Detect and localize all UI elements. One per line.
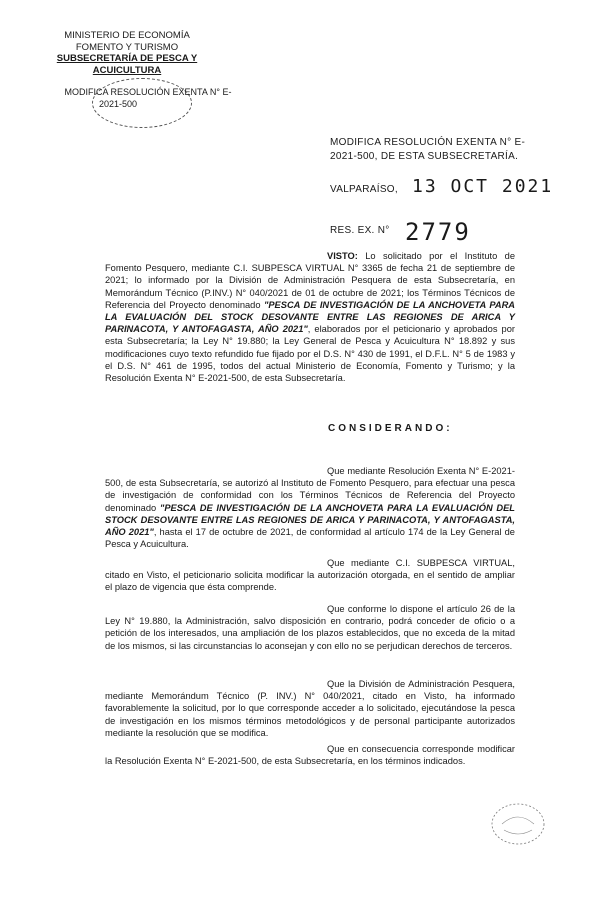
c1-project-title: "PESCA DE INVESTIGACIÓN DE LA ANCHOVETA PARA LA EVALUACIÓN DEL STOCK DESOVANTE ENTRE LAS REGIONES DE ARICA Y PARINACOTA, Y ANTOFAGASTA, AÑO 2021" xyxy=(105,502,515,538)
c1-text-b: , hasta el 17 de octubre de 2021, de conformidad al artículo 174 de la Ley General de Pesca y Acuicultura. xyxy=(105,527,515,550)
c4-text: Que la División de Administración Pesquera, mediante Memorándum Técnico (P. INV.) N° 040/2021, citado en Visto, ha informado favorablemente la solicitud, por lo que corresponde acceder a lo solicitado, ejecutándose la pesca de investigación en los mismos términos metodológicos y de personal participante autorizados mediante la resolución que se modifica. xyxy=(105,679,515,738)
stamp-text-line-2: 2021-500 xyxy=(98,98,138,109)
c2-text: Que mediante C.I. SUBPESCA VIRTUAL, citado en Visto, el peticionario solicita modificar la autorización otorgada, en el sentido de ampliar el plazo de vigencia que ésta comprende. xyxy=(105,558,515,593)
visto-text-a: Lo solicitado por el Instituto de Fomento Pesquero, mediante C.I. SUBPESCA VIRTUAL N° 3365 de fecha 21 de septiembre de 2021; lo informado por la División de Administración Pesquera de esta Subsecretaría, en Memorándum Técnico (P.INV.) N° 040/2021 de 01 de octubre de 2021; los Términos Técnicos de Referencia del Proyecto denominado xyxy=(105,251,515,310)
considerando-paragraph-3 xyxy=(105,603,515,652)
resolution-number: 2779 xyxy=(405,218,471,246)
considerando-paragraph-1 xyxy=(105,465,515,550)
subsecretary-line-1: SUBSECRETARÍA DE PESCA Y xyxy=(56,53,198,64)
visto-label: VISTO: xyxy=(327,251,358,261)
subject-line-2: 2021-500, DE ESTA SUBSECRETARÍA. xyxy=(330,151,519,162)
considerando-paragraph-5 xyxy=(105,743,515,767)
resolution-subject xyxy=(330,136,530,164)
visto-project-title: "PESCA DE INVESTIGACIÓN DE LA ANCHOVETA PARA LA EVALUACIÓN DEL STOCK DESOVANTE ENTRE LAS REGIONES DE ARICA Y PARINACOTA, Y ANTOFAGASTA, AÑO 2021" xyxy=(105,299,515,335)
place-label: VALPARAÍSO, xyxy=(330,184,398,195)
visto-paragraph xyxy=(105,250,515,384)
resolution-number-label: RES. EX. N° xyxy=(330,225,390,236)
stamp-text-line-1: MODIFICA RESOLUCIÓN EXENTA N° E- xyxy=(64,87,232,97)
subject-line-1: MODIFICA RESOLUCIÓN EXENTA N° E- xyxy=(330,137,526,148)
stamp-text xyxy=(38,87,258,110)
considerando-heading: CONSIDERANDO: xyxy=(328,423,453,434)
ministry-line-2: FOMENTO Y TURISMO xyxy=(75,41,179,53)
c1-text-a: Que mediante Resolución Exenta N° E-2021-500, de esta Subsecretaría, se autorizó al Instituto de Fomento Pesquero, para efectuar una pesca de investigación de conformidad con los Términos Técnicos de Referencia del Proyecto denominado xyxy=(105,466,515,513)
c5-text: Que en consecuencia corresponde modificar la Resolución Exenta N° E-2021-500, de esta Subsecretaría, en los términos indicados. xyxy=(105,744,515,767)
resolution-date: 13 OCT 2021 xyxy=(412,176,554,197)
subsecretary-line-2: ACUICULTURA xyxy=(92,64,162,76)
ministry-line-1: MINISTERIO DE ECONOMÍA xyxy=(64,30,190,41)
considerando-paragraph-4 xyxy=(105,678,515,739)
considerando-paragraph-2 xyxy=(105,557,515,594)
ministry-header xyxy=(52,30,202,76)
footer-stamp-icon xyxy=(488,800,548,848)
c3-text: Que conforme lo dispone el artículo 26 de la Ley N° 19.880, la Administración, salvo disposición en contrario, podrá conceder de oficio o a petición de los interesados, una ampliación de los plazos establecidos, que no exceda de la mitad de los mismos, si las circunstancias lo aconsejan y con ello no se perjudican derechos de terceros. xyxy=(105,604,515,651)
visto-text-b: , elaborados por el peticionario y aprobados por esta Subsecretaría; la Ley N° 19.880; la Ley General de Pesca y Acuicultura N° 18.892 y sus modificaciones cuyo texto refundido fue fijado por el D.S. N° 430 de 1991, el D.F.L. N° 5 de 1983 y el D.S. N° 461 de 1995, todos del actual Ministerio de Economía, Fomento y Turismo; y la Resolución Exenta N° E-2021-500, de esta Subsecretaría. xyxy=(105,324,515,384)
